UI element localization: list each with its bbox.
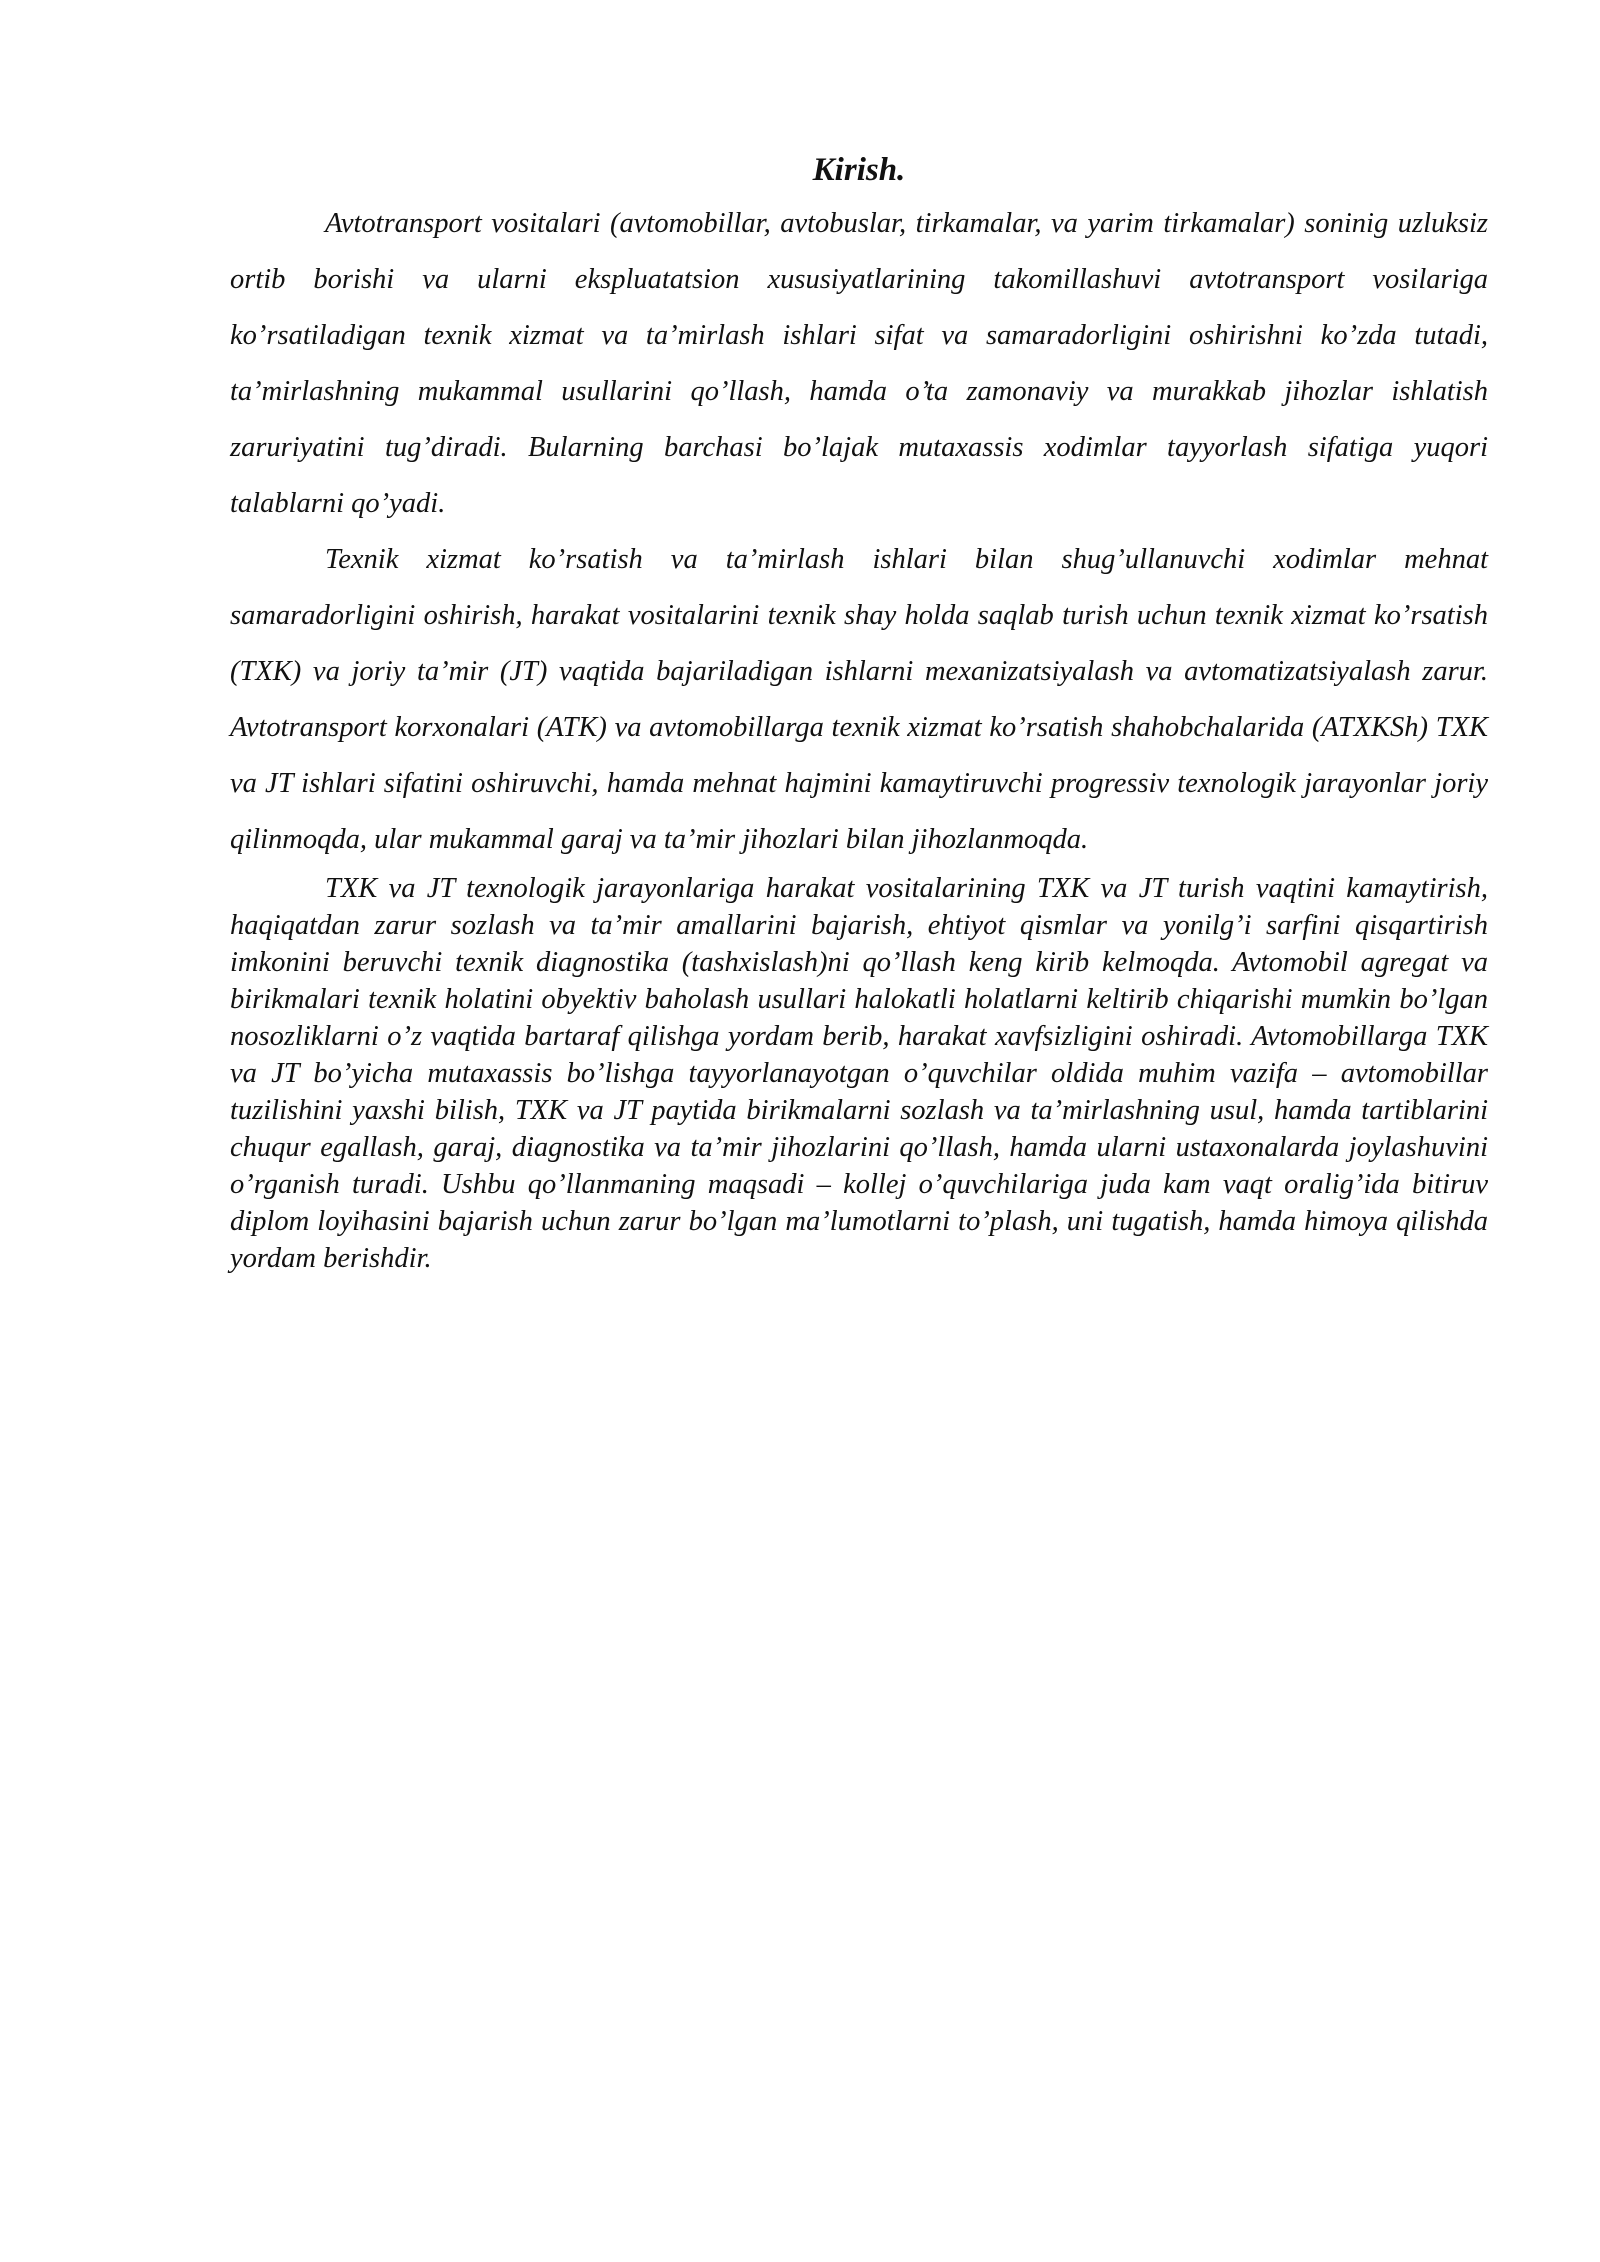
- paragraph-1: Avtotransport vositalari (avtomobillar, avtobuslar, tirkamalar, va yarim tirkamalar) soninig uzluksiz ortib borishi va ularni ekspluatatsion xususiyatlarining takomillashuvi avtotransport vosilariga ko’rsatiladigan texnik xizmat va ta’mirlash ishlari sifat va samaradorligini oshirishni ko’zda tutadi, ta’mirlashning mukammal usullarini qo’llash, hamda o’ta zamonaviy va murakkab jihozlar ishlatish zaruriyatini tug’diradi. Bularning barchasi bo’lajak mutaxassis xodimlar tayyorlash sifatiga yuqori talablarni qo’yadi.: [230, 208, 1488, 519]
- paragraph-2: Texnik xizmat ko’rsatish va ta’mirlash ishlari bilan shug’ullanuvchi xodimlar mehnat samaradorligini oshirish, harakat vositalarini texnik shay holda saqlab turish uchun texnik xizmat ko’rsatish (TXK) va joriy ta’mir (JT) vaqtida bajariladigan ishlarni mexanizatsiyalash va avtomatizatsiyalash zarur. Avtotransport korxonalari (ATK) va avtomobillarga texnik xizmat ko’rsatish shahobchalarida (ATXKSh) TXK va JT ishlari sifatini oshiruvchi, hamda mehnat hajmini kamaytiruvchi progressiv texnologik jarayonlar joriy qilinmoqda, ular mukammal garaj va ta’mir jihozlari bilan jihozlanmoqda.: [230, 544, 1488, 855]
- document-page: [230, 150, 1488, 1277]
- paragraph-3: TXK va JT texnologik jarayonlariga harakat vositalarining TXK va JT turish vaqtini kamaytirish, haqiqatdan zarur sozlash va ta’mir amallarini bajarish, ehtiyot qismlar va yonilg’i sarfini qisqartirish imkonini beruvchi texnik diagnostika (tashxislash)ni qo’llash keng kirib kelmoqda. Avtomobil agregat va birikmalari texnik holatini obyektiv baholash usullari halokatli holatlarni keltirib chiqarishi mumkin bo’lgan nosozliklarni o’z vaqtida bartaraf qilishga yordam berib, harakat xavfsizligini oshiradi. Avtomobillarga TXK va JT bo’yicha mutaxassis bo’lishga tayyorlanayotgan o’quvchilar oldida muhim vazifa – avtomobillar tuzilishini yaxshi bilish, TXK va JT paytida birikmalarni sozlash va ta’mirlashning usul, hamda tartiblarini chuqur egallash, garaj, diagnostika va ta’mir jihozlarini qo’llash, hamda ularni ustaxonalarda joylashuvini o’rganish turadi. Ushbu qo’llanmaning maqsadi – kollej o’quvchilariga juda kam vaqt oralig’ida bitiruv diplom loyihasini bajarish uchun zarur bo’lgan ma’lumotlarni to’plash, uni tugatish, hamda himoya qilishda yordam berishdir.: [230, 873, 1488, 1274]
- document-title: Kirish.: [812, 152, 906, 188]
